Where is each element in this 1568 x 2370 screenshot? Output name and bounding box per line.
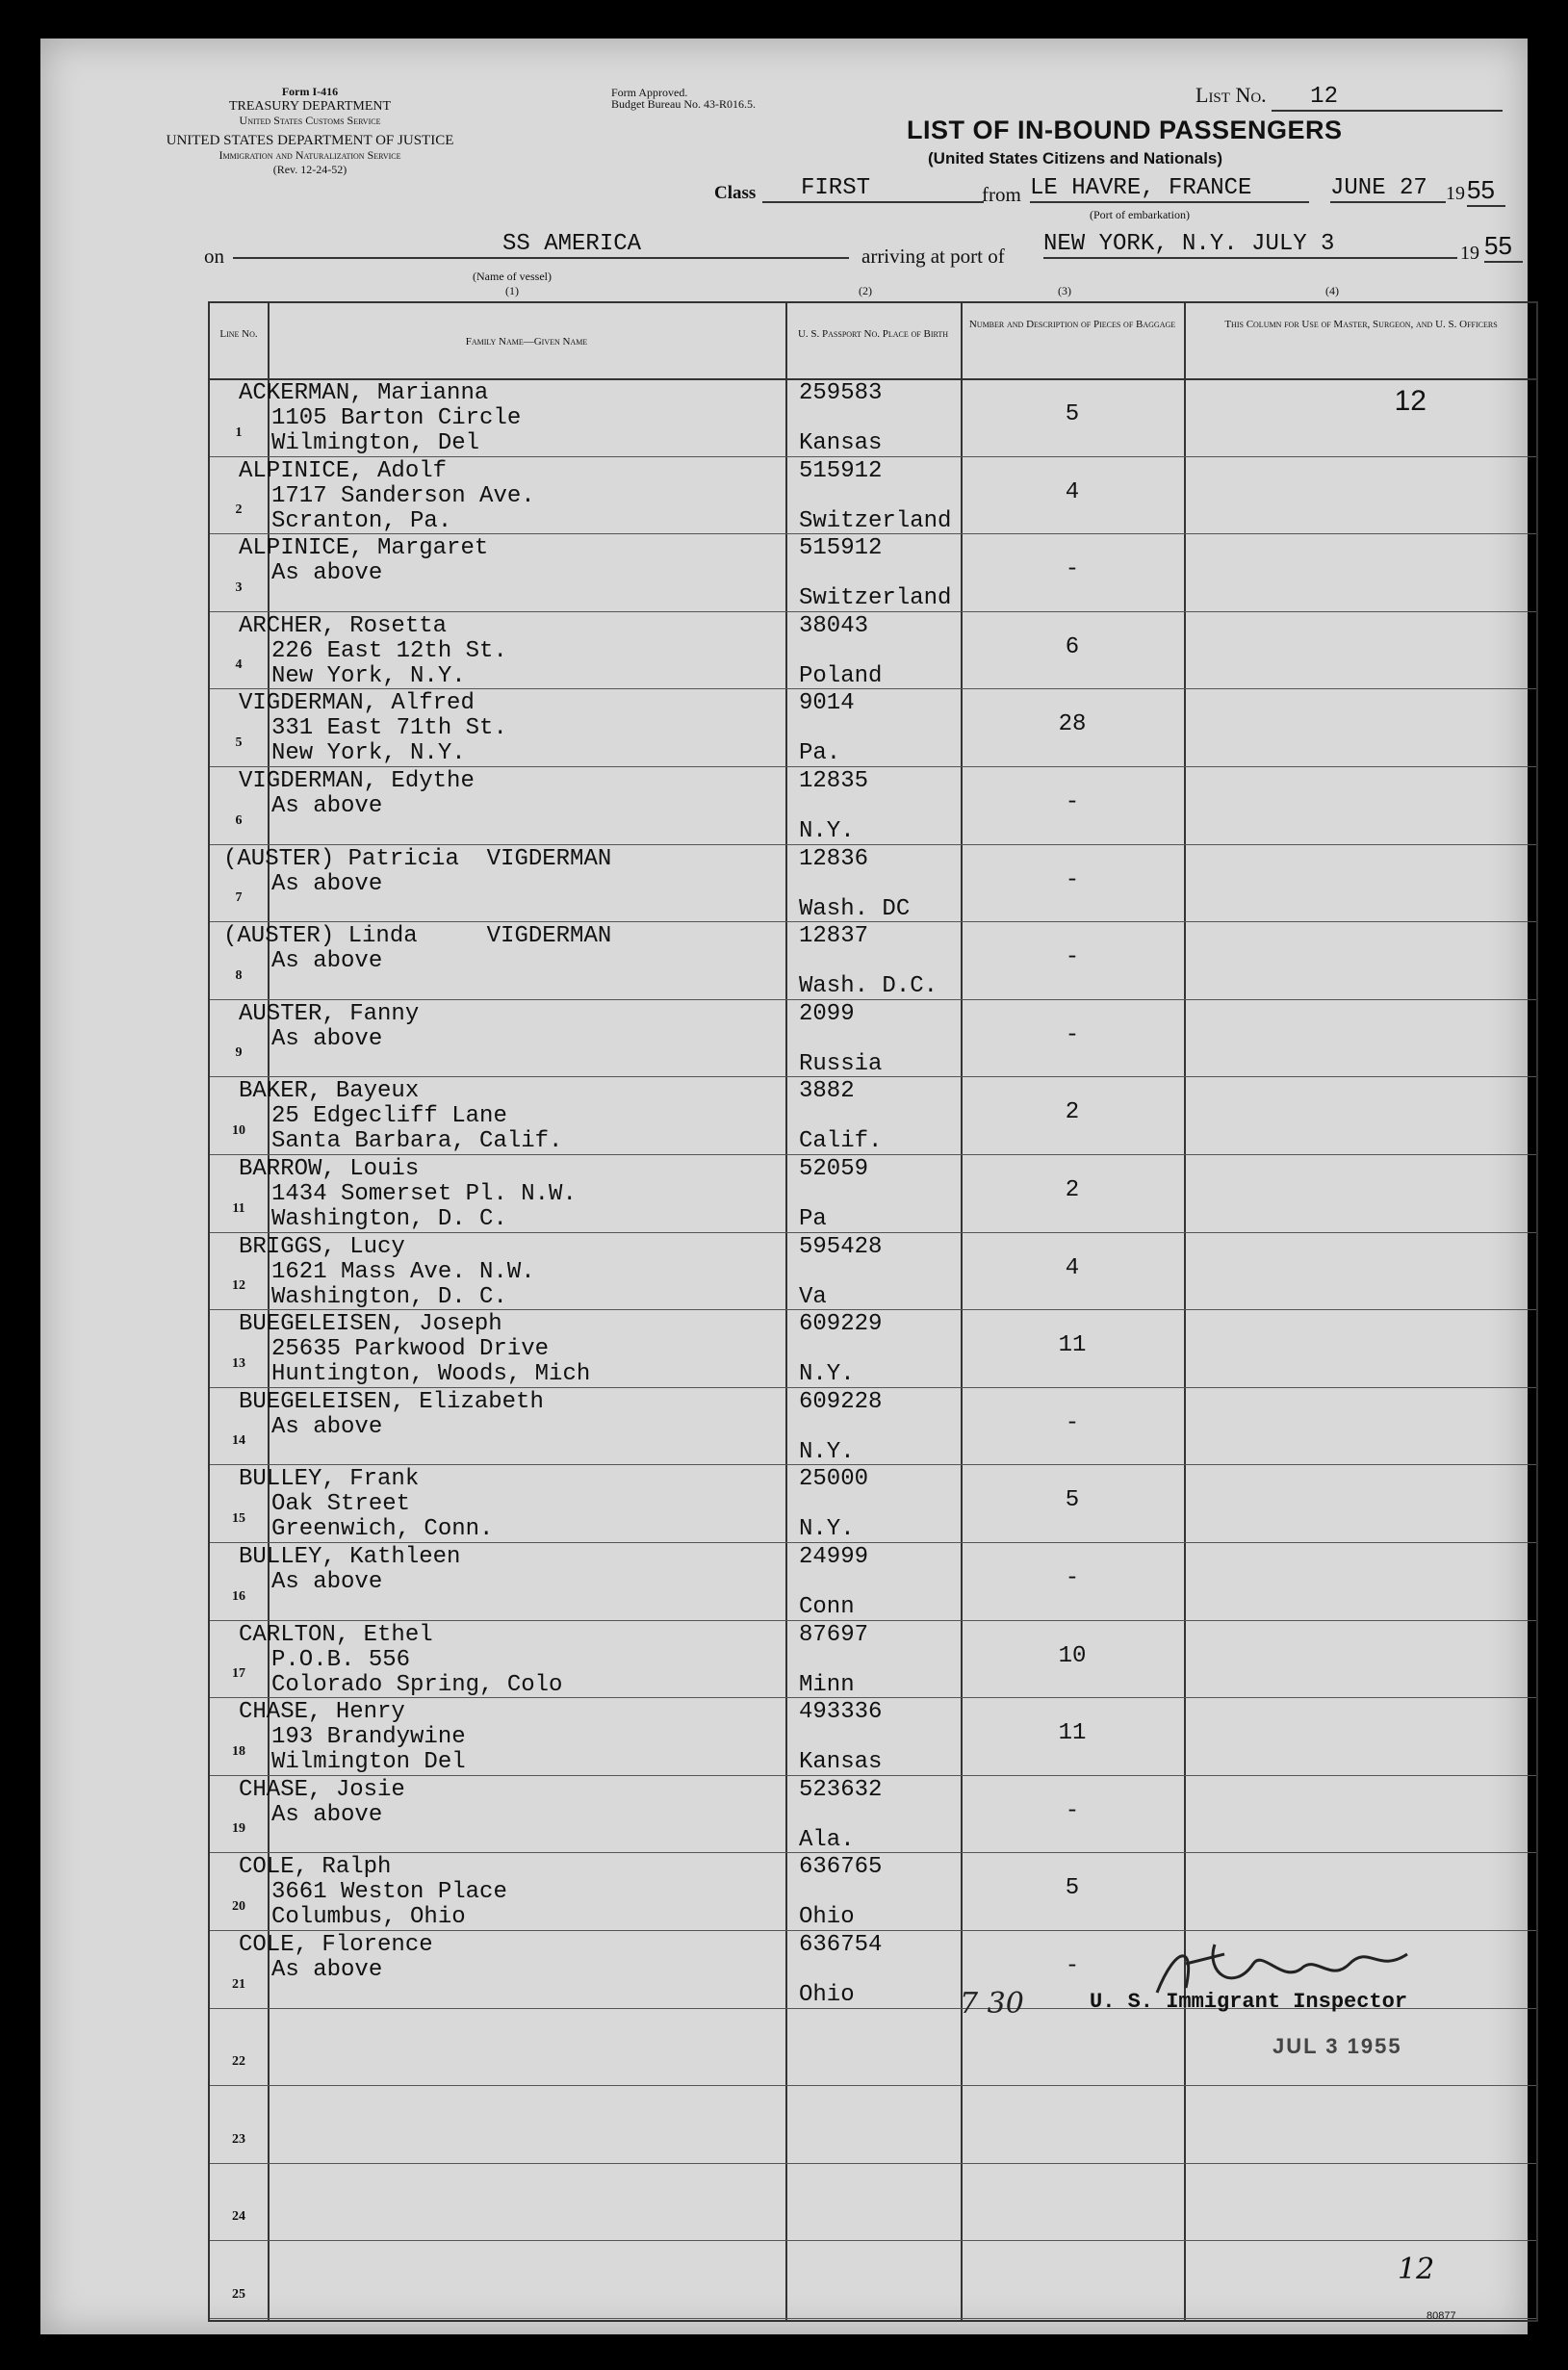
baggage-count: 5 <box>1065 401 1080 427</box>
line-number: 8 <box>235 967 243 983</box>
form-code: 80877 <box>1427 2310 1456 2322</box>
line-number: 4 <box>235 657 243 673</box>
passenger-address-1: As above <box>271 793 383 819</box>
inspector-title: U. S. Immigrant Inspector <box>1090 1990 1408 2014</box>
customs-service: United States Customs Service <box>239 114 381 127</box>
form-number: Form I-416 <box>281 85 339 98</box>
budget-bureau: Budget Bureau No. 43-R016.5. <box>611 97 756 111</box>
baggage-count: 4 <box>1065 1254 1080 1281</box>
vessel-name: SS AMERICA <box>233 231 849 259</box>
baggage-count: - <box>1065 866 1080 893</box>
passenger-name: BULLEY, Kathleen <box>239 1544 461 1570</box>
passenger-address-2: Greenwich, Conn. <box>271 1516 494 1543</box>
arrival-stamp: JUL 3 1955 <box>1272 2034 1402 2058</box>
passport-number: 3882 <box>799 1078 855 1105</box>
passenger-name: VIGDERMAN, Alfred <box>239 690 475 717</box>
list-no-label: List No. <box>1195 83 1267 107</box>
baggage-count: - <box>1065 944 1080 971</box>
document-page <box>40 39 1528 2334</box>
passport-number: 38043 <box>799 612 869 639</box>
passenger-address-2: Santa Barbara, Calif. <box>271 1128 563 1155</box>
baggage-count: - <box>1065 1409 1080 1436</box>
place-of-birth: Wash. D.C. <box>799 973 938 1000</box>
passenger-name: (AUSTER) Linda VIGDERMAN <box>223 923 612 950</box>
passport-number: 595428 <box>799 1233 883 1260</box>
passenger-name: ALPINICE, Margaret <box>239 535 489 562</box>
passenger-address-2: Huntington, Woods, Mich <box>271 1361 591 1388</box>
passenger-address-1: As above <box>271 1957 383 1983</box>
passenger-address-1: As above <box>271 948 383 975</box>
list-number-block <box>1195 83 1504 112</box>
passenger-address-1: As above <box>271 870 383 897</box>
port-embark-label: (Port of embarkation) <box>1090 208 1190 221</box>
place-of-birth: Pa. <box>799 740 841 767</box>
place-of-birth: Kansas <box>799 430 883 456</box>
line-number: 1 <box>235 425 243 440</box>
line-number: 9 <box>235 1045 243 1061</box>
passport-number: 523632 <box>799 1776 883 1803</box>
year-prefix-1: 19 <box>1446 183 1465 204</box>
line-number: 21 <box>232 1976 245 1992</box>
class-label: Class <box>714 183 757 203</box>
place-of-birth: Minn <box>799 1671 855 1698</box>
line-number: 3 <box>235 580 243 595</box>
passport-number: 259583 <box>799 380 883 406</box>
place-of-birth: Calif. <box>799 1128 883 1155</box>
passenger-name: AUSTER, Fanny <box>239 1000 420 1027</box>
place-of-birth: N.Y. <box>799 1361 855 1388</box>
line-number: 25 <box>232 2287 245 2302</box>
place-of-birth: Russia <box>799 1050 883 1077</box>
baggage-count: 4 <box>1065 478 1080 505</box>
arriving-label: arriving at port of <box>861 245 1005 268</box>
col-header-baggage: Number and Description of Pieces of Baggage <box>968 319 1176 330</box>
passport-number: 609229 <box>799 1311 883 1338</box>
passenger-address-1: 1105 Barton Circle <box>271 405 522 431</box>
class-value: FIRST <box>762 175 984 203</box>
passenger-table <box>208 301 1538 2322</box>
baggage-count: - <box>1065 556 1080 583</box>
line-number: 24 <box>232 2209 245 2225</box>
passenger-name: BRIGGS, Lucy <box>239 1233 405 1260</box>
passenger-name: CHASE, Josie <box>239 1776 405 1803</box>
table-row <box>210 2240 1536 2318</box>
passenger-address-2: Wilmington, Del <box>271 430 480 456</box>
passenger-address-2: Colorado Spring, Colo <box>271 1671 563 1698</box>
passport-number: 52059 <box>799 1156 869 1182</box>
place-of-birth: Ala. <box>799 1826 855 1853</box>
col-header-name: Family Name—Given Name <box>465 336 588 348</box>
passenger-name: ACKERMAN, Marianna <box>239 380 489 406</box>
col-1-marker: (1) <box>505 284 519 297</box>
passenger-name: VIGDERMAN, Edythe <box>239 768 475 794</box>
passenger-address-1: As above <box>271 1569 383 1595</box>
treasury-dept: TREASURY DEPARTMENT <box>228 99 392 114</box>
passenger-address-1: 25635 Parkwood Drive <box>271 1336 550 1363</box>
place-of-birth: Wash. DC <box>799 895 911 922</box>
passenger-address-1: As above <box>271 1025 383 1052</box>
passenger-address-2: Wilmington Del <box>271 1749 466 1776</box>
passenger-address-1: As above <box>271 1413 383 1440</box>
passenger-name: BAKER, Bayeux <box>239 1078 420 1105</box>
passport-number: 25000 <box>799 1466 869 1493</box>
vessel-line <box>204 231 1532 270</box>
line-number: 15 <box>232 1511 245 1526</box>
place-of-birth: Ohio <box>799 1982 855 2008</box>
baggage-count: 11 <box>1058 1720 1087 1747</box>
baggage-count: - <box>1065 1021 1080 1048</box>
line-number: 16 <box>232 1588 245 1604</box>
passport-number: 636765 <box>799 1854 883 1881</box>
vessel-label: (Name of vessel) <box>473 270 552 283</box>
passport-number: 87697 <box>799 1621 869 1648</box>
passenger-name: BUEGELEISEN, Elizabeth <box>239 1388 544 1415</box>
page-mark: 12 <box>1398 2253 1435 2286</box>
baggage-count: 5 <box>1065 1875 1080 1902</box>
passenger-address-1: P.O.B. 556 <box>271 1646 411 1673</box>
passenger-address-1: 1717 Sanderson Ave. <box>271 482 535 509</box>
passenger-address-2: Washington, D. C. <box>271 1206 507 1232</box>
revision: (Rev. 12-24-52) <box>272 163 347 176</box>
passenger-address-2: Washington, D. C. <box>271 1283 507 1310</box>
place-of-birth: Switzerland <box>799 507 952 534</box>
justice-dept: UNITED STATES DEPARTMENT OF JUSTICE <box>166 133 454 148</box>
time-note: 7 30 <box>960 1987 1024 2021</box>
passenger-address-2: New York, N.Y. <box>271 740 466 767</box>
line-number: 14 <box>232 1433 245 1449</box>
page-title: LIST OF IN-BOUND PASSENGERS <box>907 116 1343 144</box>
col-header-line: Line No. <box>219 328 258 340</box>
baggage-count: - <box>1065 1797 1080 1824</box>
passport-number: 12837 <box>799 923 869 950</box>
baggage-count: 11 <box>1058 1332 1087 1359</box>
form-approved: Form Approved. <box>611 86 688 99</box>
line-number: 17 <box>232 1666 245 1682</box>
list-no-value: 12 <box>1272 84 1503 112</box>
passenger-name: COLE, Florence <box>239 1932 433 1958</box>
baggage-count: 2 <box>1065 1099 1080 1126</box>
place-of-birth: Poland <box>799 662 883 689</box>
passenger-name: (AUSTER) Patricia VIGDERMAN <box>223 845 612 872</box>
line-number: 11 <box>232 1200 245 1216</box>
passenger-name: CHASE, Henry <box>239 1699 405 1726</box>
passenger-address-1: As above <box>271 1801 383 1828</box>
col-header-officer: This Column for Use of Master, Surgeon, and U. S. Officers <box>1224 319 1498 330</box>
form-header-left <box>146 85 474 177</box>
place-of-birth: Switzerland <box>799 585 952 612</box>
line-number: 18 <box>232 1743 245 1759</box>
passport-number: 636754 <box>799 1932 883 1958</box>
from-label: from <box>982 183 1021 206</box>
line-number: 6 <box>235 812 243 828</box>
passenger-address-1: 3661 Weston Place <box>271 1879 507 1906</box>
col-header-passport: U. S. Passport No. Place of Birth <box>797 328 949 340</box>
passport-number: 12836 <box>799 845 869 872</box>
baggage-count: 2 <box>1065 1177 1080 1203</box>
passenger-address-1: As above <box>271 560 383 587</box>
passport-number: 609228 <box>799 1388 883 1415</box>
place-of-birth: Pa <box>799 1206 827 1232</box>
baggage-count: - <box>1065 1953 1080 1979</box>
passenger-address-2: New York, N.Y. <box>271 662 466 689</box>
place-of-birth: N.Y. <box>799 818 855 844</box>
passenger-address-1: 331 East 71th St. <box>271 715 507 742</box>
arrival-port: NEW YORK, N.Y. JULY 3 <box>1043 231 1457 259</box>
from-value: LE HAVRE, FRANCE <box>1030 175 1309 203</box>
col-4-marker: (4) <box>1325 284 1339 297</box>
row-divider <box>210 2318 1536 2319</box>
baggage-count: - <box>1065 1565 1080 1591</box>
passenger-address-1: 1621 Mass Ave. N.W. <box>271 1258 535 1285</box>
ins-service: Immigration and Naturalization Service <box>218 148 401 162</box>
passenger-address-2: Columbus, Ohio <box>271 1904 466 1931</box>
passport-number: 9014 <box>799 690 855 717</box>
passport-number: 515912 <box>799 535 883 562</box>
passenger-address-1: 193 Brandywine <box>271 1724 466 1751</box>
line-number: 20 <box>232 1899 245 1914</box>
passport-number: 24999 <box>799 1544 869 1570</box>
line-number: 10 <box>232 1123 245 1138</box>
passenger-name: BUEGELEISEN, Joseph <box>239 1311 502 1338</box>
year-1: 55 <box>1467 175 1505 207</box>
col-2-marker: (2) <box>859 284 872 297</box>
on-label: on <box>204 245 224 268</box>
year-prefix-2: 19 <box>1460 243 1479 264</box>
passenger-address-2: Scranton, Pa. <box>271 507 452 534</box>
officer-note: 12 <box>1394 385 1427 417</box>
line-number: 23 <box>232 2131 245 2147</box>
line-number: 7 <box>235 890 243 906</box>
place-of-birth: Va <box>799 1283 827 1310</box>
place-of-birth: Kansas <box>799 1749 883 1776</box>
table-row <box>210 2085 1536 2163</box>
line-number: 2 <box>235 502 243 518</box>
line-number: 13 <box>232 1355 245 1371</box>
place-of-birth: Ohio <box>799 1904 855 1931</box>
passenger-address-1: 226 East 12th St. <box>271 637 507 664</box>
passenger-address-1: 25 Edgecliff Lane <box>271 1103 507 1130</box>
passenger-name: ALPINICE, Adolf <box>239 457 448 484</box>
place-of-birth: N.Y. <box>799 1438 855 1465</box>
passport-number: 2099 <box>799 1000 855 1027</box>
col-3-marker: (3) <box>1058 284 1071 297</box>
baggage-count: 6 <box>1065 633 1080 660</box>
place-of-birth: Conn <box>799 1594 855 1620</box>
passport-number: 12835 <box>799 768 869 794</box>
place-of-birth: N.Y. <box>799 1516 855 1543</box>
year-2: 55 <box>1484 231 1523 263</box>
line-number: 22 <box>232 2054 245 2070</box>
passenger-name: BARROW, Louis <box>239 1156 420 1182</box>
passenger-address-1: Oak Street <box>271 1491 411 1518</box>
passenger-address-1: 1434 Somerset Pl. N.W. <box>271 1181 577 1207</box>
passenger-name: ARCHER, Rosetta <box>239 612 448 639</box>
passenger-name: COLE, Ralph <box>239 1854 392 1881</box>
depart-date: JUNE 27 <box>1330 175 1446 203</box>
baggage-count: - <box>1065 789 1080 815</box>
class-from-line <box>714 175 1513 206</box>
passenger-name: CARLTON, Ethel <box>239 1621 433 1648</box>
form-approval <box>611 87 756 110</box>
passport-number: 493336 <box>799 1699 883 1726</box>
baggage-count: 5 <box>1065 1487 1080 1514</box>
line-number: 12 <box>232 1278 245 1294</box>
passport-number: 515912 <box>799 457 883 484</box>
vessel-caption <box>445 270 579 298</box>
baggage-count: 28 <box>1058 711 1087 738</box>
line-number: 5 <box>235 735 243 750</box>
passenger-name: BULLEY, Frank <box>239 1466 420 1493</box>
table-row <box>210 2163 1536 2241</box>
baggage-count: 10 <box>1058 1642 1087 1669</box>
line-number: 19 <box>232 1821 245 1837</box>
page-subtitle: (United States Citizens and Nationals) <box>928 149 1223 167</box>
